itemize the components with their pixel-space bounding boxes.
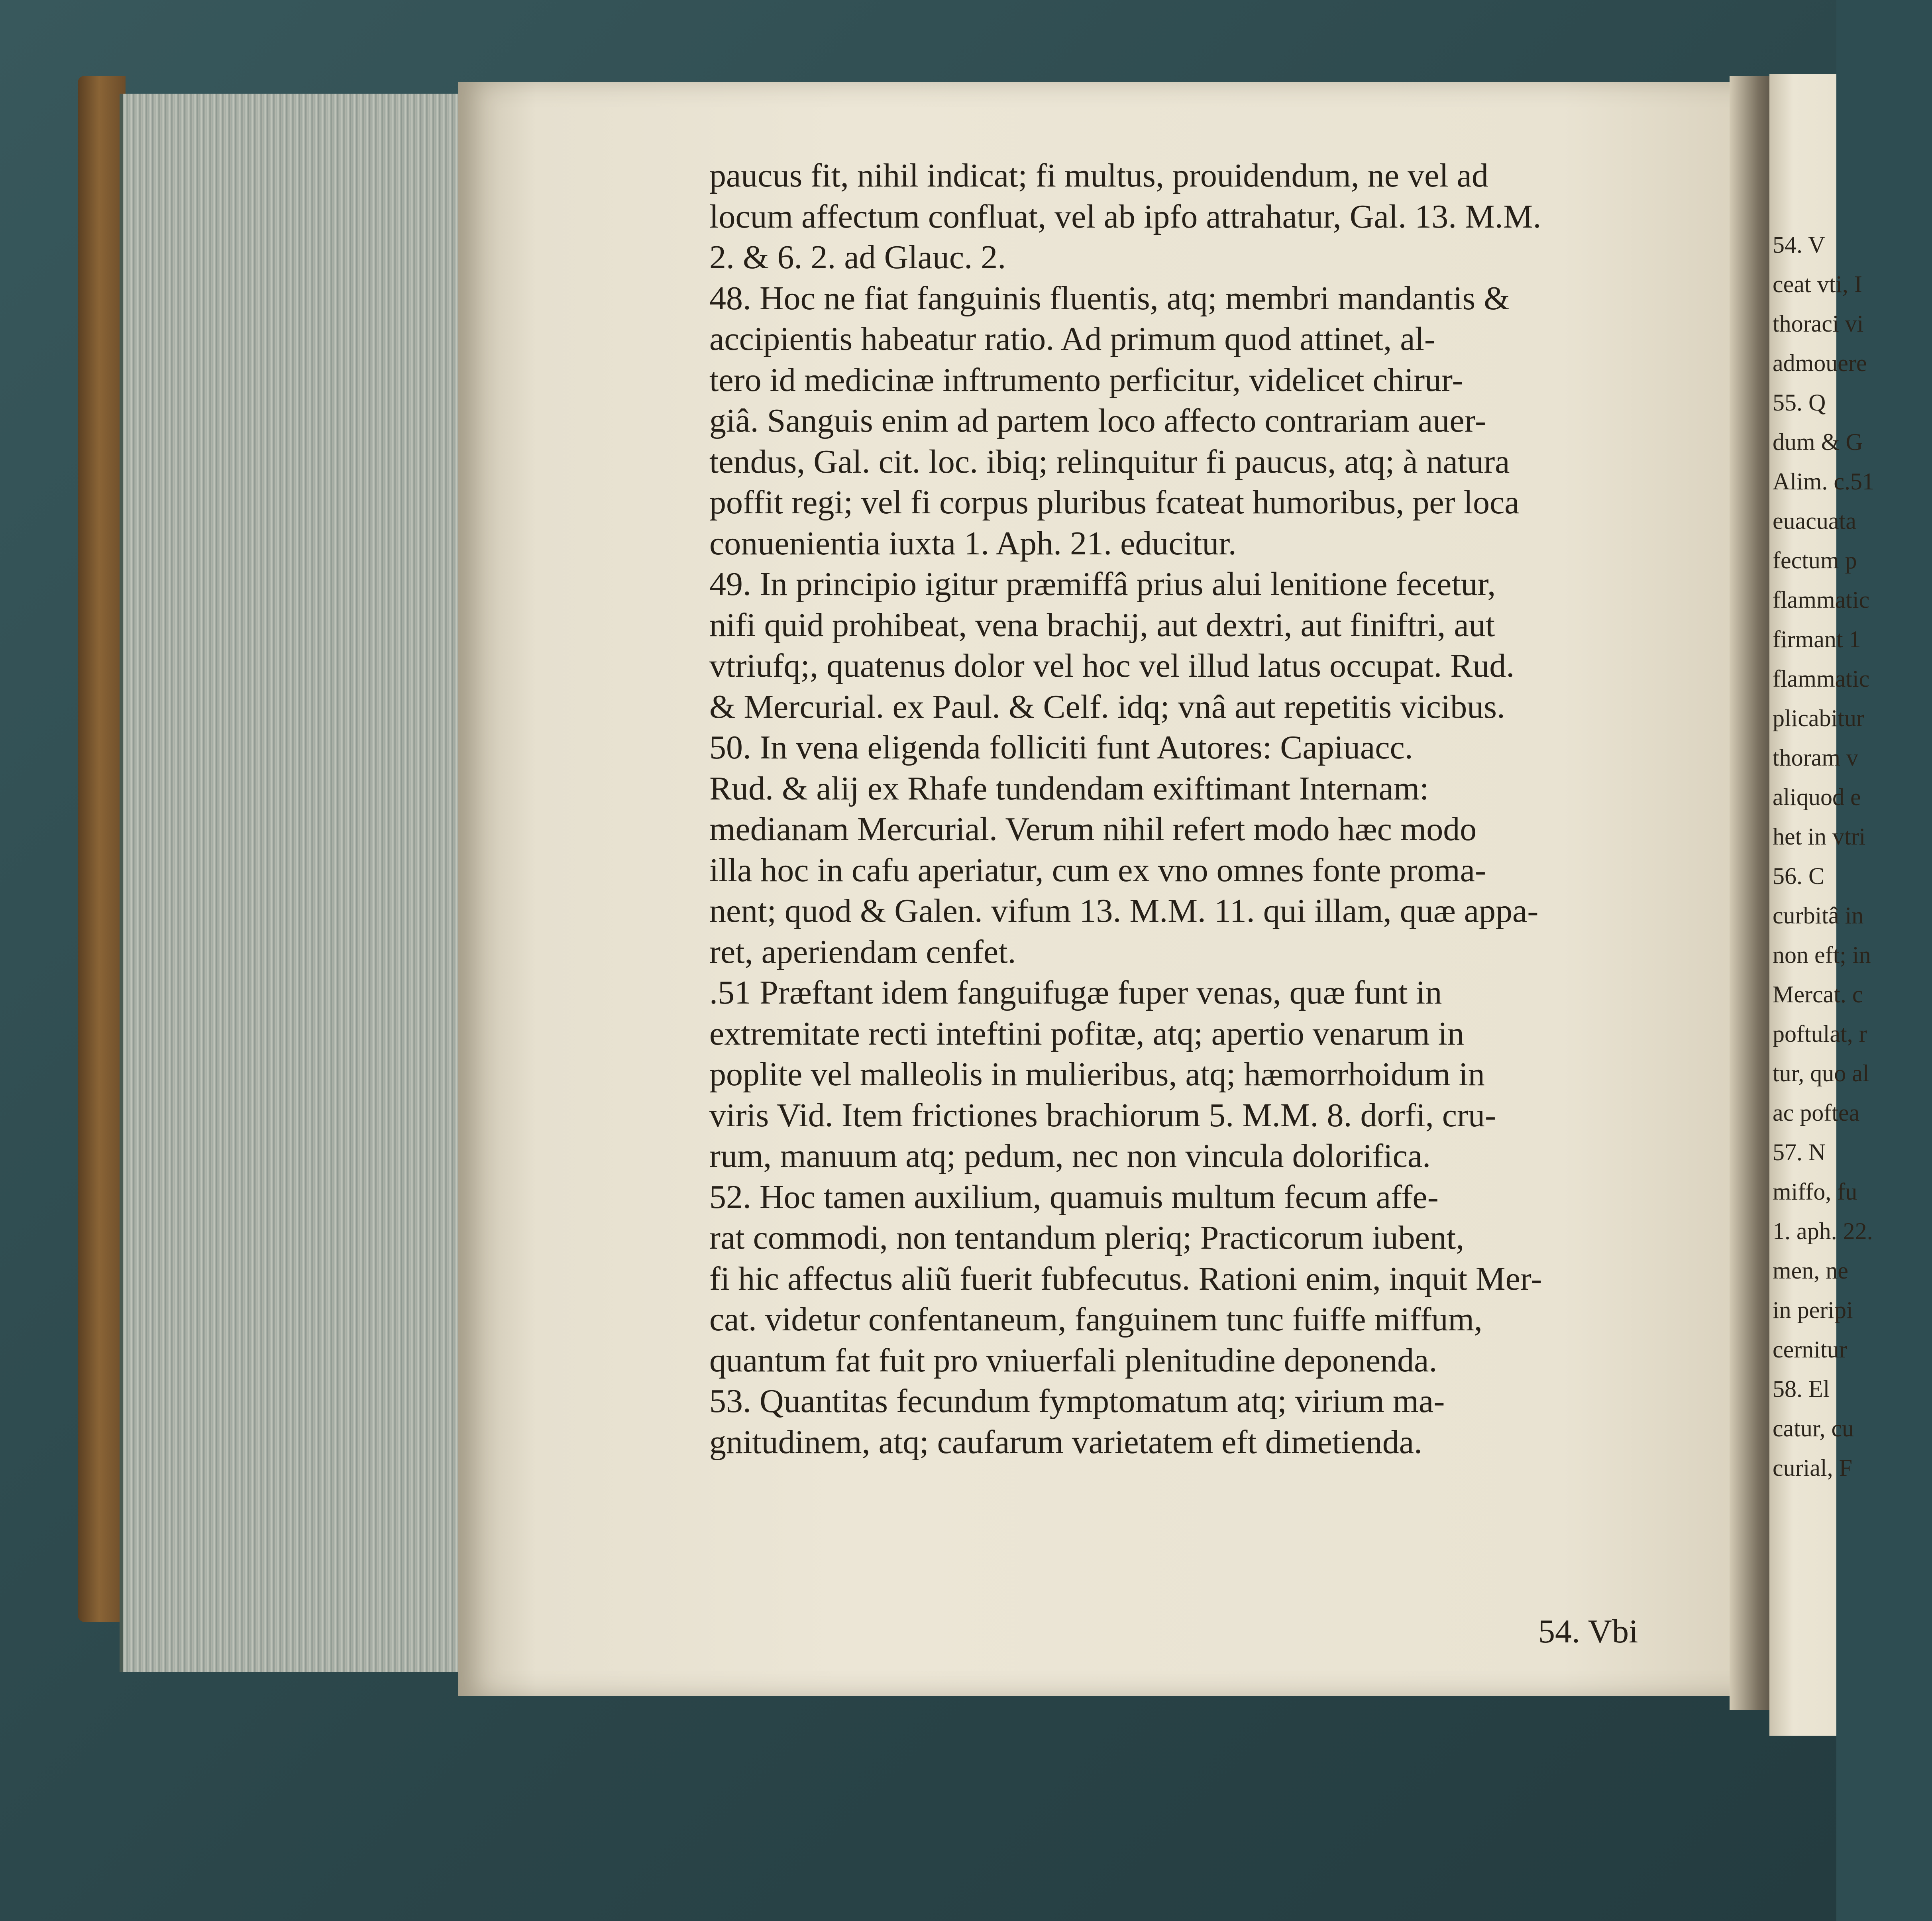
text-line: poffit regi; vel fi corpus pluribus fcateat humoribus, per loca [709,484,1520,521]
text-line: 52. Hoc tamen auxilium, quamuis multum fecum affe- [709,1178,1439,1216]
text-line: tero id medicinæ inftrumento perficitur, videlicet chirur- [709,361,1463,399]
text-line: nifi quid prohibeat, vena brachij, aut dextri, aut finiftri, aut [709,606,1495,644]
text-line: cat. videtur confentaneum, fanguinem tunc fuiffe miffum, [709,1301,1482,1338]
text-line: rum, manuum atq; pedum, nec non vincula dolorifica. [709,1137,1431,1175]
facing-text-line: Alim. c.51 [1773,468,1874,495]
text-line: poplite vel malleolis in mulieribus, atq; hæmorrhoidum in [709,1056,1485,1093]
facing-text-line: catur, cu [1773,1415,1854,1442]
text-line: 50. In vena eligenda folliciti funt Autores: Capiuacc. [709,729,1413,766]
text-line: extremitate recti inteftini pofitæ, atq; apertio venarum in [709,1015,1465,1052]
facing-text-line: tur, quo al [1773,1060,1869,1086]
facing-text-line: ac poftea [1773,1100,1860,1126]
text-line: viris Vid. Item frictiones brachiorum 5. M.M. 8. dorfi, cru- [709,1096,1496,1134]
text-line: quantum fat fuit pro vniuerfali plenitudine deponenda. [709,1342,1437,1379]
text-line: conuenientia iuxta 1. Aph. 21. educitur. [709,524,1237,562]
facing-text-line: flammatic [1773,666,1870,692]
text-line: 49. In principio igitur præmiffâ prius alui lenitione fecetur, [709,566,1496,603]
text-line: & Mercurial. ex Paul. & Celf. idq; vnâ aut repetitis vicibus. [709,688,1505,725]
facing-text-line: ceat vti, I [1773,271,1862,297]
page-edges-stack [120,94,473,1672]
text-line: gnitudinem, atq; caufarum varietatem eft dimetienda. [709,1423,1422,1461]
facing-text-line: cernitur [1773,1336,1847,1363]
facing-text-line: aliquod e [1773,784,1861,810]
facing-text-line: 58. El [1773,1376,1830,1402]
facing-text-line: fectum p [1773,547,1857,574]
facing-text-line: plicabitur [1773,705,1864,731]
facing-text-line: flammatic [1773,587,1870,613]
facing-text-line: Mercat. c [1773,981,1863,1008]
facing-text-line: thoram v [1773,744,1858,771]
text-line: ret, aperiendam cenfet. [709,933,1016,970]
facing-text-line: het in vtri [1773,823,1866,850]
text-line: giâ. Sanguis enim ad partem loco affecto contrariam auer- [709,402,1486,439]
facing-text-line: curbitâ in [1773,902,1864,929]
facing-text-line: dum & G [1773,429,1863,455]
facing-text-line: miffo, fu [1773,1179,1857,1205]
facing-text-line: 54. V [1773,232,1826,258]
text-line: illa hoc in cafu aperiatur, cum ex vno omnes fonte proma- [709,851,1486,889]
text-line: tendus, Gal. cit. loc. ibiq; relinquitur fi paucus, atq; à natura [709,443,1510,480]
facing-text-line: 55. Q [1773,389,1826,416]
facing-text-line: 1. aph. 22. [1773,1218,1873,1244]
facing-page [1769,74,1874,1736]
facing-text-line: 57. N [1773,1139,1826,1165]
facing-page-text [1773,225,1932,1488]
facing-text-line: in peripi [1773,1297,1853,1323]
text-line: nent; quod & Galen. vifum 13. M.M. 11. qui illam, quæ appa- [709,892,1539,929]
text-line: 53. Quantitas fecundum fymptomatum atq; virium ma- [709,1383,1445,1420]
catchword: 54. Vbi [1538,1613,1638,1650]
facing-text-line: admouere [1773,350,1867,376]
book-spine-binding [78,76,126,1622]
facing-text-line: men, ne [1773,1257,1848,1284]
text-line: locum affectum confluat, vel ab ipfo attrahatur, Gal. 13. M.M. [709,198,1541,235]
text-line: .51 Præftant idem fanguifugæ fuper venas, quæ funt in [709,974,1442,1011]
text-line: vtriufq;, quatenus dolor vel hoc vel illud latus occupat. Rud. [709,647,1515,684]
text-line: 48. Hoc ne fiat fanguinis fluentis, atq; membri mandantis & [709,279,1510,317]
facing-text-line: 56. C [1773,863,1825,889]
facing-text-line: firmant 1 [1773,626,1861,652]
facing-text-line: non eft; in [1773,942,1871,968]
text-line: rat commodi, non tentandum pleriq; Practicorum iubent, [709,1219,1465,1256]
page-text-block [709,155,1694,1463]
facing-text-line: poftulat, r [1773,1021,1867,1047]
facing-text-line: thoraci vi [1773,310,1864,337]
text-line: medianam Mercurial. Verum nihil refert modo hæc modo [709,811,1477,848]
text-line: fi hic affectus aliũ fuerit fubfecutus. Rationi enim, inquit Mer- [709,1260,1542,1297]
text-line: accipientis habeatur ratio. Ad primum quod attinet, al- [709,320,1435,357]
text-line: Rud. & alij ex Rhafe tundendam exiftimant Internam: [709,770,1429,807]
facing-text-line: curial, F [1773,1455,1852,1481]
text-line: 2. & 6. 2. ad Glauc. 2. [709,239,1006,276]
text-line: paucus fit, nihil indicat; fi multus, prouidendum, ne vel ad [709,157,1488,194]
facing-text-line: euacuata [1773,508,1856,534]
